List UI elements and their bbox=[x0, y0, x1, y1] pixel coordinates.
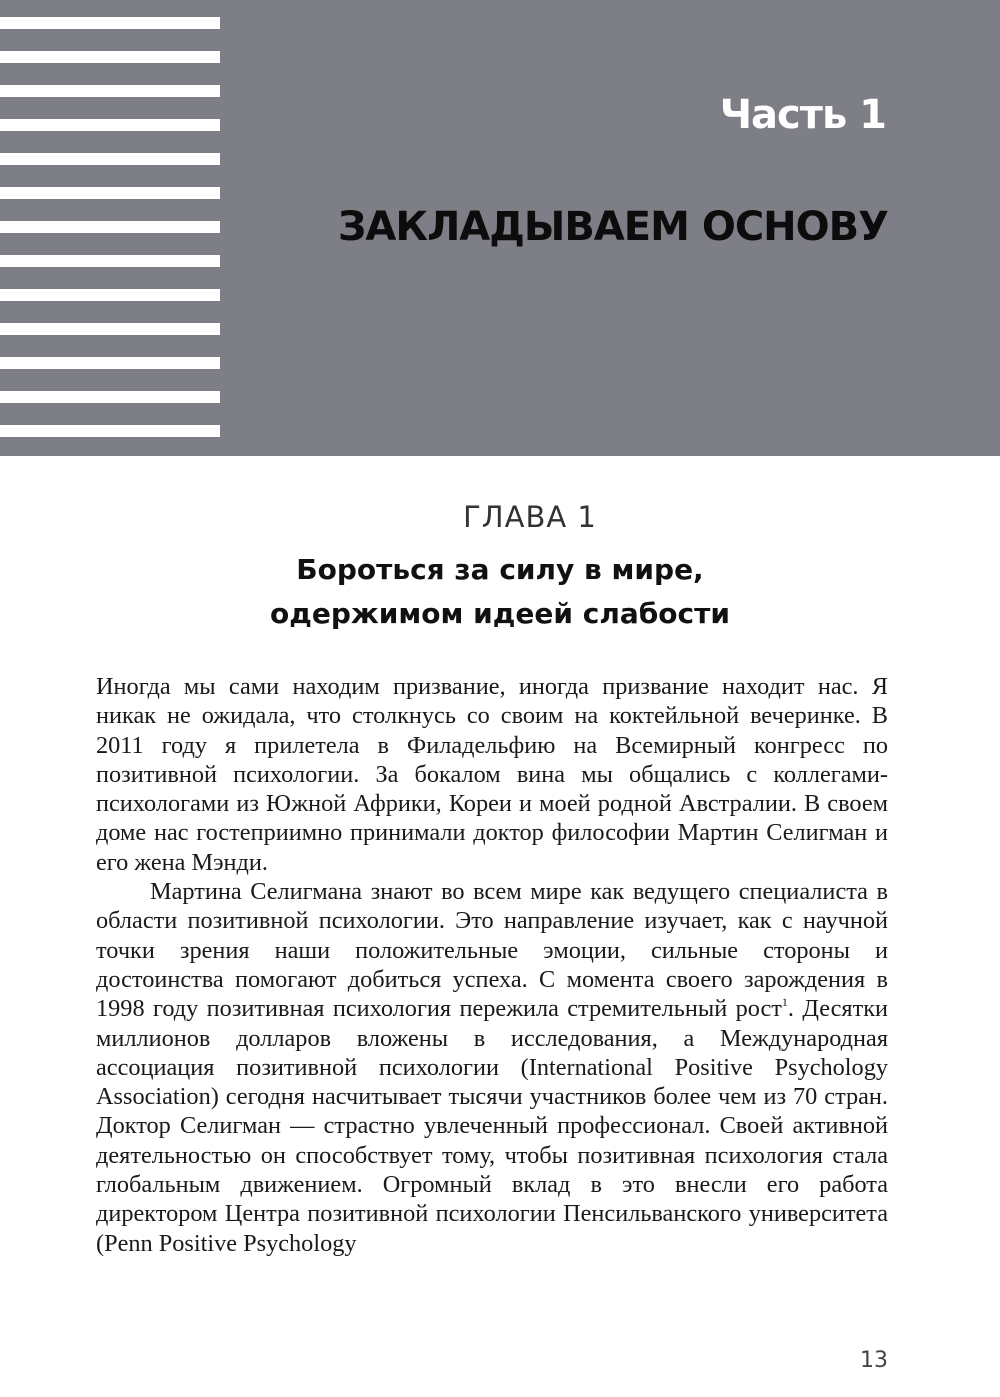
chapter-title-line-2: одержимом идеей слабости bbox=[270, 597, 730, 630]
part-title: ЗАКЛАДЫВАЕМ ОСНОВУ bbox=[338, 204, 888, 250]
body-text bbox=[96, 672, 888, 1258]
footnote-marker[interactable]: 1 bbox=[781, 995, 788, 1010]
chapter-title-line-1: Бороться за силу в мире, bbox=[296, 553, 704, 586]
paragraph-2 bbox=[96, 877, 888, 1258]
part-label: Часть 1 bbox=[719, 92, 886, 138]
paragraph-1: Иногда мы сами находим призвание, иногда призвание находит нас. Я никак не ожидала, что столкнусь со своим на коктейльной вечеринке. В 2011 году я прилетела в Филадельфию на Всемирный конгресс по позитивной психологии. За бокалом вина мы общались с коллегами-психологами из Южной Африки, Кореи и моей родной Австралии. В своем доме нас гостеприимно принимали доктор философии Мартин Селигман и его жена Мэнди. bbox=[96, 673, 888, 876]
paragraph-2-part-2: . Десятки миллионов долларов вложены в исследования, а Международная ассоциация позитивной психологии (International Positive Psychology Association) сегодня насчитывает тысячи участников более чем из 70 стран. Доктор Селигман — страстно увлеченный профессионал. Своей активной деятельностью он способствует тому, чтобы позитивная психология стала глобальным движением. Огромный вклад в это внесли его работа директором Центра позитивной психологии Пенсильванского университета (Penn Positive Psychology bbox=[96, 995, 889, 1257]
chapter-title bbox=[0, 548, 1000, 636]
decorative-stripes bbox=[0, 0, 220, 456]
paragraph-2-part-1: Мартина Селигмана знают во всем мире как ведущего специалиста в области позитивной психологии. Это направление изучает, как с научной точки зрения наши положительные эмоции, сильные стороны и достоинства помогают добиться успеха. С момента своего зарождения в 1998 году позитивная психология пережила стремительный рост bbox=[96, 878, 888, 1023]
page-number: 13 bbox=[860, 1348, 888, 1373]
part-banner bbox=[220, 0, 1000, 456]
chapter-label: ГЛАВА 1 bbox=[463, 500, 597, 534]
